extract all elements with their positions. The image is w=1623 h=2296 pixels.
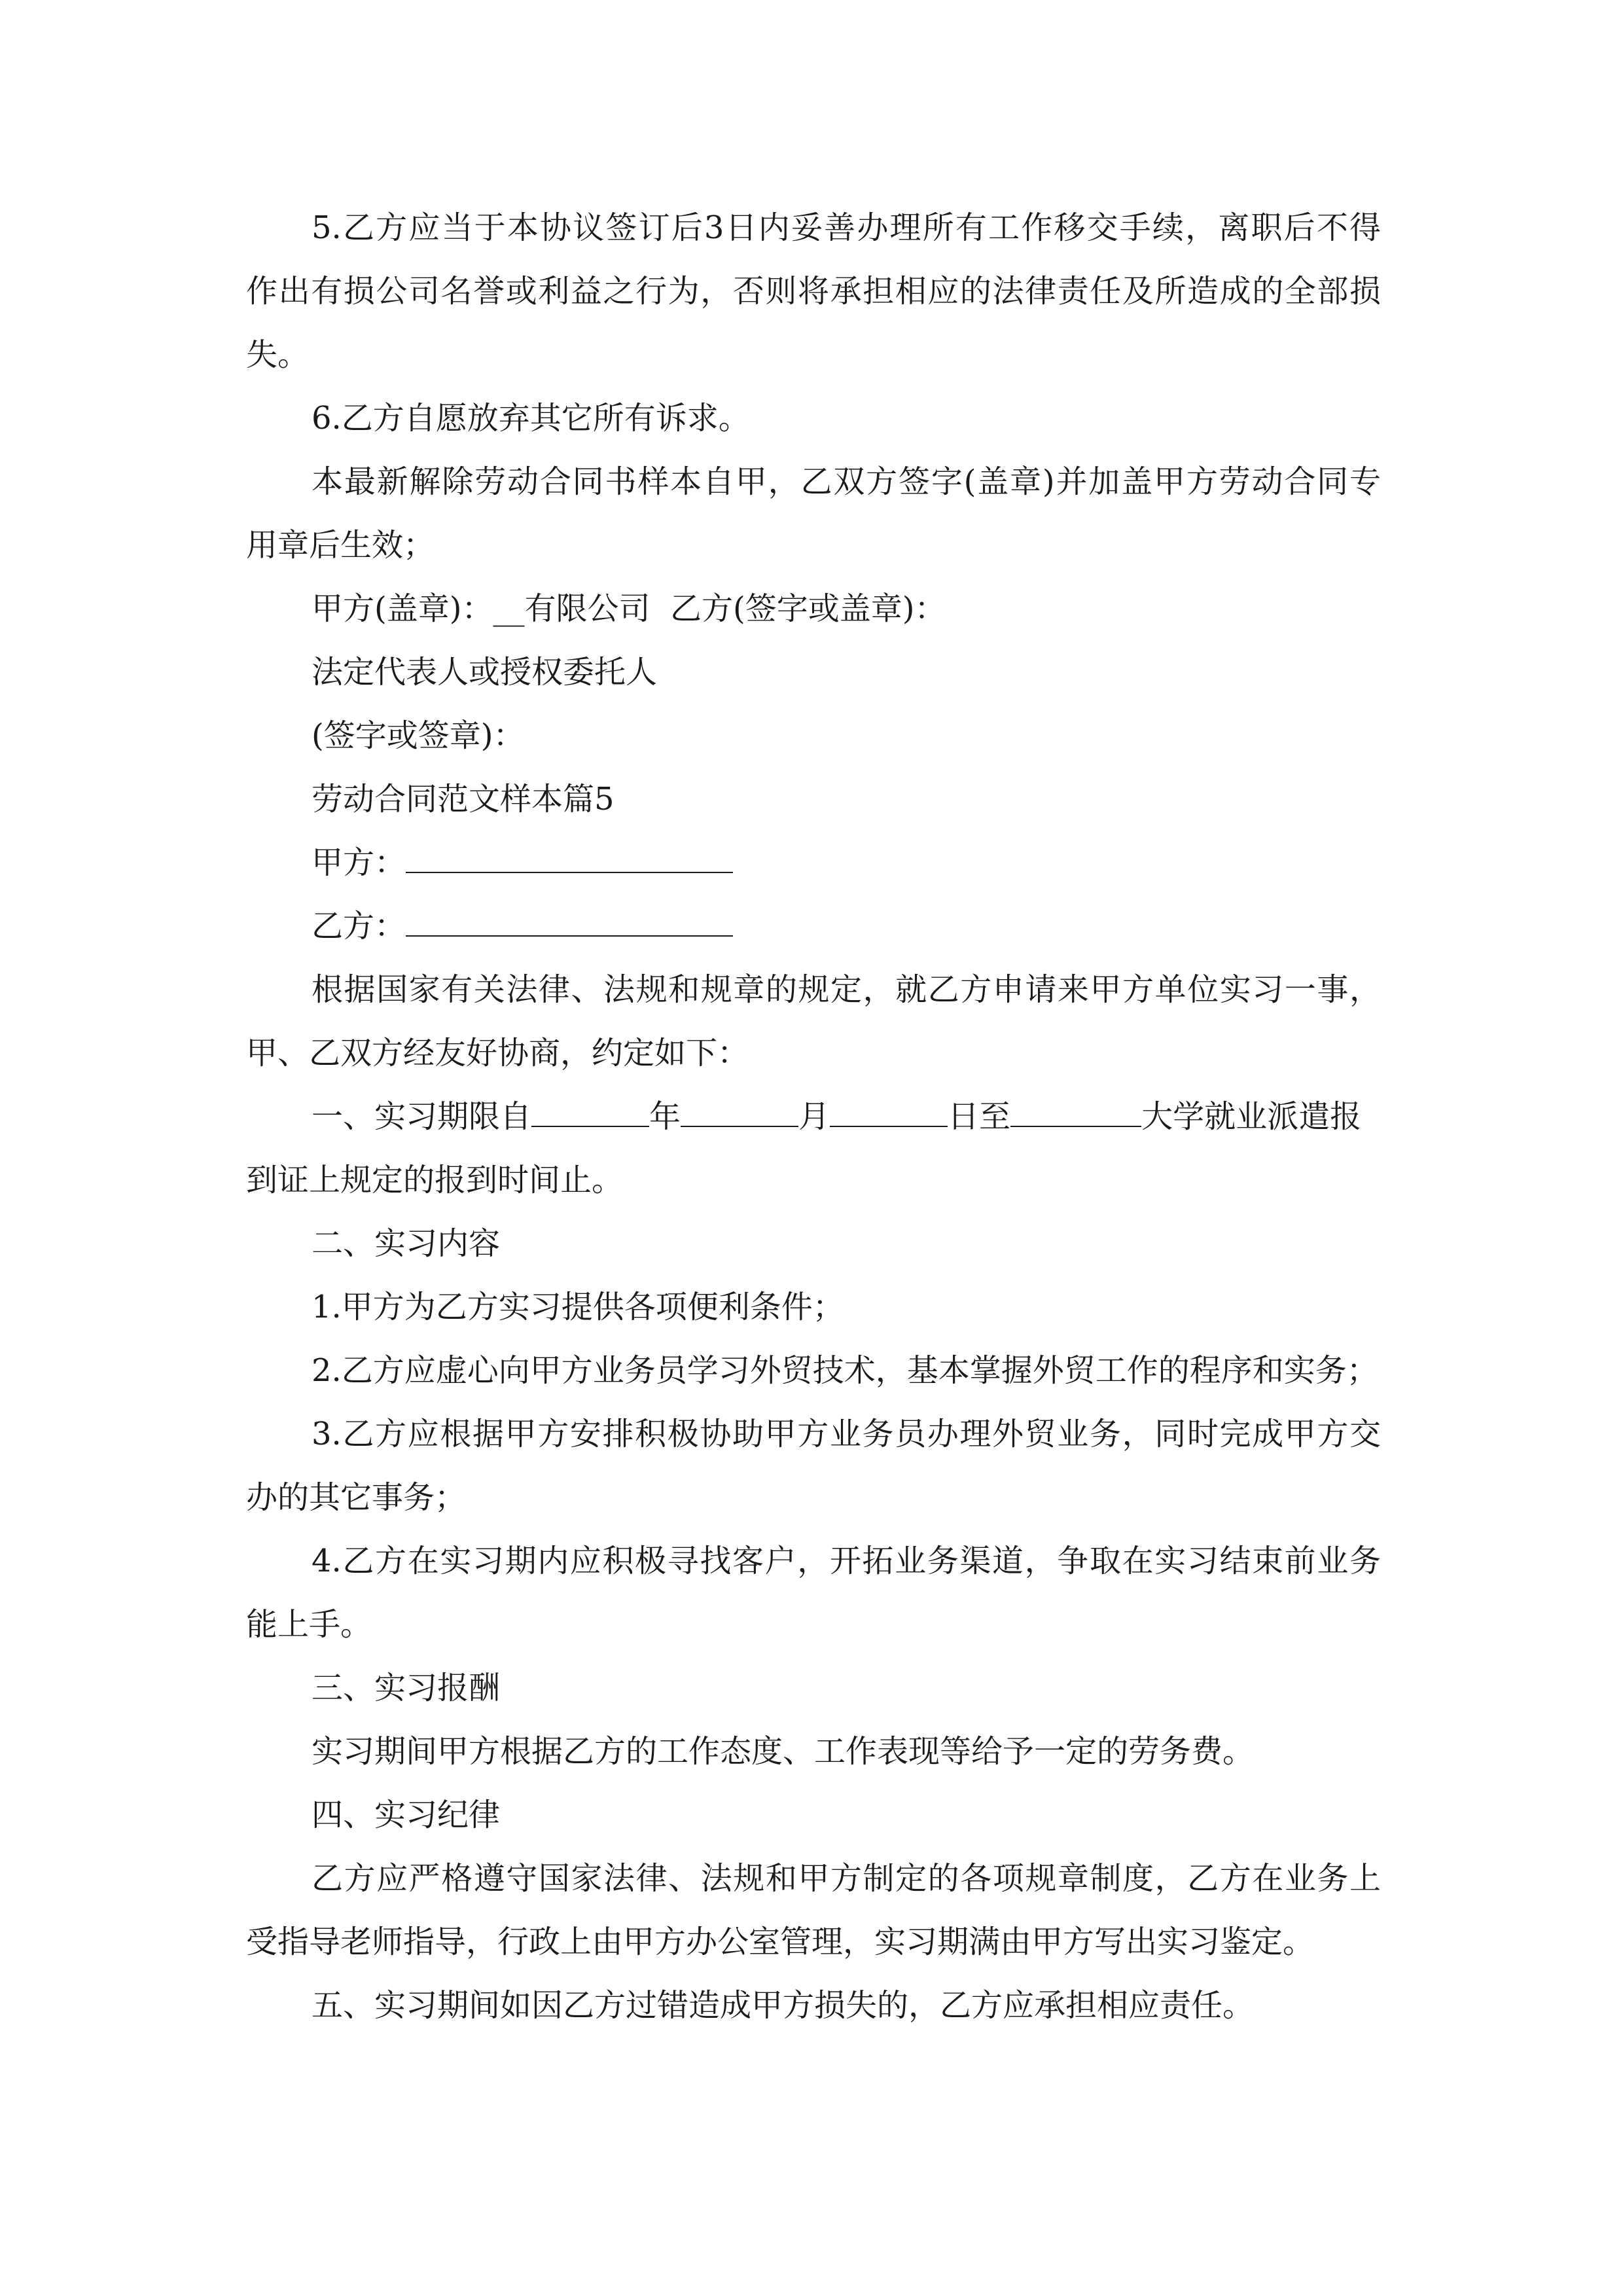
start-day-blank (830, 1088, 948, 1127)
party-a-field (246, 831, 1381, 895)
paragraph-line: 用章后生效； (246, 527, 435, 564)
paragraph-line: 实习期间甲方根据乙方的工作态度、工作表现等给予一定的劳务费。 (312, 1733, 1255, 1770)
year-text: 年 (649, 1098, 681, 1135)
paragraph-line: 2.乙方应虚心向甲方业务员学习外贸技术，基本掌握外贸工作的程序和实务； (312, 1352, 1378, 1389)
paragraph-line: 3.乙方应根据甲方安排积极协助甲方业务员办理外贸业务，同时完成甲方交 (312, 1416, 1381, 1452)
university-text: 大学就业派遣报 (1141, 1098, 1362, 1135)
section-heading: 四、实习纪律 (312, 1797, 501, 1833)
signature-label: (签字或签章)： (312, 717, 525, 754)
party-b-blank (406, 897, 733, 937)
paragraph-line: 五、实习期间如因乙方过错造成甲方损失的，乙方应承担相应责任。 (312, 1987, 1255, 2024)
paragraph-line: 本最新解除劳动合同书样本自甲，乙双方签字(盖章)并加盖甲方劳动合同专 (312, 463, 1381, 500)
paragraph-line: 到证上规定的报到时间止。 (246, 1162, 624, 1198)
day-to-text: 日至 (948, 1098, 1011, 1135)
section-title: 劳动合同范文样本篇5 (312, 781, 615, 817)
paragraph-line: 乙方应严格遵守国家法律、法规和甲方制定的各项规章制度，乙方在业务上 (312, 1860, 1381, 1897)
internship-period-line (246, 1085, 1381, 1149)
period-text: 一、实习期限自 (312, 1098, 532, 1135)
paragraph-line: 根据国家有关法律、法规和规章的规定，就乙方申请来甲方单位实习一事， (312, 971, 1381, 1008)
paragraph-line: 1.甲方为乙方实习提供各项便利条件； (312, 1289, 844, 1325)
month-text: 月 (798, 1098, 830, 1135)
party-b-field (246, 895, 1381, 958)
paragraph-line: 作出有损公司名誉或利益之行为，否则将承担相应的法律责任及所造成的全部损 (246, 273, 1381, 310)
paragraph-line: 6.乙方自愿放弃其它所有诉求。 (312, 400, 750, 437)
paragraph-line: 4.乙方在实习期内应积极寻找客户，开拓业务渠道，争取在实习结束前业务 (312, 1543, 1381, 1579)
party-b-label: 乙方： (312, 908, 406, 944)
signature-line-party-a: 甲方(盖章)：__有限公司 乙方(签字或盖章)： (312, 590, 946, 627)
paragraph-line: 受指导老师指导，行政上由甲方办公室管理，实习期满由甲方写出实习鉴定。 (246, 1924, 1315, 1960)
start-month-blank (681, 1088, 798, 1127)
paragraph-line: 失。 (246, 336, 310, 373)
paragraph-line: 办的其它事务； (246, 1479, 467, 1516)
paragraph-line: 能上手。 (246, 1606, 372, 1643)
university-blank (1010, 1088, 1141, 1127)
paragraph-line: 5.乙方应当于本协议签订后3日内妥善办理所有工作移交手续，离职后不得 (312, 209, 1381, 246)
section-heading: 三、实习报酬 (312, 1670, 501, 1706)
legal-representative-label: 法定代表人或授权委托人 (312, 654, 658, 691)
party-a-label: 甲方： (312, 844, 406, 881)
document-page (246, 196, 1381, 2037)
paragraph-line: 甲、乙双方经友好协商，约定如下： (246, 1035, 749, 1071)
start-year-blank (531, 1088, 649, 1127)
section-heading: 二、实习内容 (312, 1225, 501, 1262)
party-a-blank (406, 834, 733, 873)
